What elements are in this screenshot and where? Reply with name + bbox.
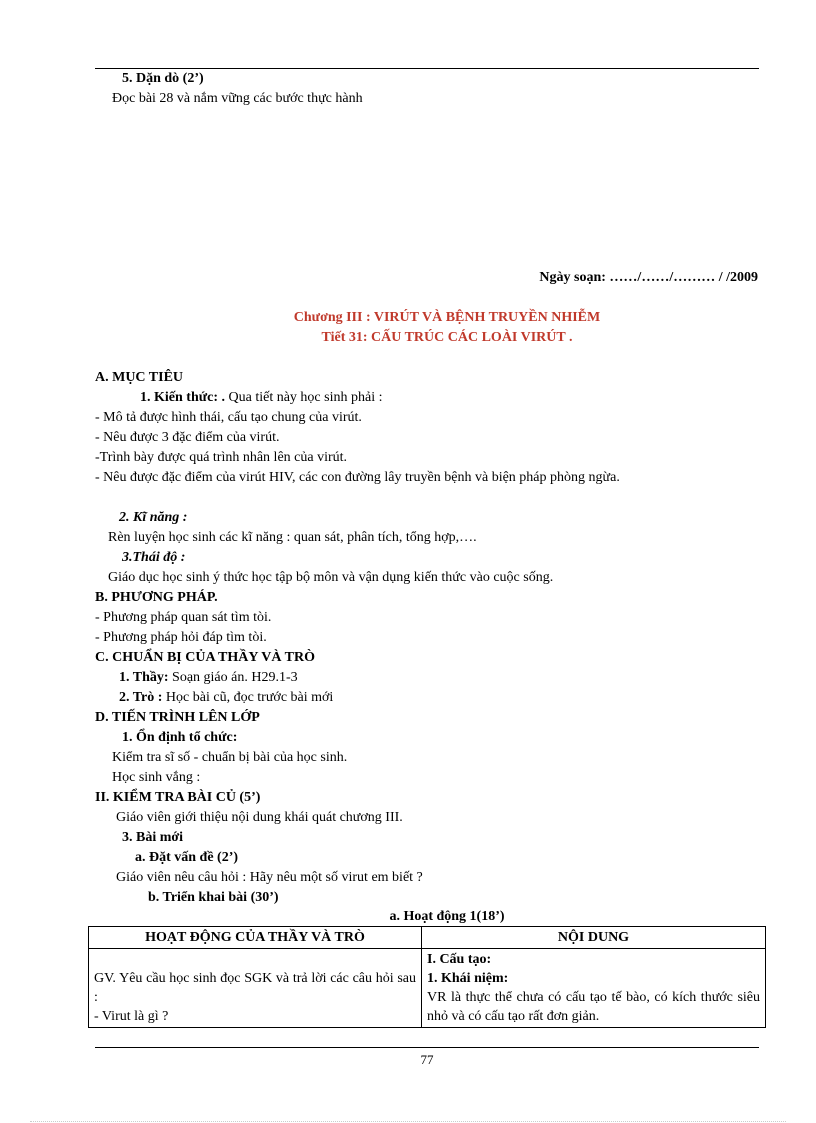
stabilize-label: 1. Ổn định tổ chức: bbox=[122, 730, 238, 745]
student-line bbox=[119, 688, 333, 707]
content-heading: I. Cấu tạo: bbox=[427, 952, 492, 967]
knowledge-item-4: - Nêu được đặc điểm của virút HIV, các con đường lây truyền bệnh và biện pháp phòng ngừa. bbox=[95, 470, 620, 485]
activity-title: a. Hoạt động 1(18’) bbox=[389, 909, 505, 924]
section-b-title: B. PHƯƠNG PHÁP. bbox=[95, 590, 218, 605]
method-item-2: - Phương pháp hỏi đáp tìm tòi. bbox=[95, 630, 267, 645]
table-header-row bbox=[89, 927, 766, 949]
problem-label: a. Đặt vấn đề (2’) bbox=[135, 850, 239, 865]
prev-text: Đọc bài 28 và nắm vững các bước thực hành bbox=[112, 91, 363, 106]
section-a-title: A. MỤC TIÊU bbox=[95, 370, 184, 385]
knowledge-line bbox=[140, 388, 382, 407]
develop-label: b. Triển khai bài (30’) bbox=[148, 890, 279, 905]
activity-instruction: GV. Yêu cầu học sinh đọc SGK và trả lời các câu hỏi sau : bbox=[94, 971, 416, 1005]
knowledge-label: 1. Kiến thức: . bbox=[140, 390, 226, 405]
lesson-title: Tiết 31: CẤU TRÚC CÁC LOÀI VIRÚT . bbox=[321, 330, 573, 345]
page-edge bbox=[30, 1121, 786, 1122]
prev-heading: 5. Dặn dò (2’) bbox=[122, 71, 204, 86]
attitude-label: 3.Thái độ : bbox=[122, 550, 186, 565]
content-subheading: 1. Khái niệm: bbox=[427, 971, 509, 986]
skills-text: Rèn luyện học sinh các kĩ năng : quan sát, phân tích, tổng hợp,…. bbox=[108, 530, 477, 545]
student-label: 2. Trò : bbox=[119, 690, 163, 705]
knowledge-item-2: - Nêu được 3 đặc điểm của virút. bbox=[95, 430, 280, 445]
stabilize-line-2: Học sinh vắng : bbox=[112, 770, 201, 785]
section-c-title: C. CHUẨN BỊ CỦA THẦY VÀ TRÒ bbox=[95, 650, 316, 665]
header-teacher-student: HOẠT ĐỘNG CỦA THẦY VÀ TRÒ bbox=[89, 927, 422, 949]
activity-question: - Virut là gì ? bbox=[94, 1009, 169, 1024]
knowledge-item-1: - Mô tả được hình thái, cấu tạo chung của virút. bbox=[95, 410, 362, 425]
problem-text: Giáo viên nêu câu hỏi : Hãy nêu một số virut em biết ? bbox=[116, 870, 423, 885]
new-lesson-label: 3. Bài mới bbox=[122, 830, 184, 845]
section-ii-text: Giáo viên giới thiệu nội dung khái quát chương III. bbox=[116, 810, 403, 825]
knowledge-text: Qua tiết này học sinh phải : bbox=[225, 390, 383, 405]
teacher-line bbox=[119, 668, 298, 687]
activity-table bbox=[88, 926, 766, 1028]
stabilize-line-1: Kiểm tra sĩ số - chuẩn bị bài của học sinh. bbox=[112, 750, 348, 765]
method-item-1: - Phương pháp quan sát tìm tòi. bbox=[95, 610, 272, 625]
section-ii-title: II. KIỂM TRA BÀI CỦ (5’) bbox=[95, 790, 261, 805]
page-number: 77 bbox=[420, 1052, 434, 1067]
skills-label: 2. Kĩ năng : bbox=[119, 510, 188, 525]
table-row bbox=[89, 949, 766, 1028]
attitude-text: Giáo dục học sinh ý thức học tập bộ môn và vận dụng kiến thức vào cuộc sống. bbox=[108, 570, 554, 585]
teacher-text: Soạn giáo án. H29.1-3 bbox=[168, 670, 298, 685]
chapter-title: Chương III : VIRÚT VÀ BỆNH TRUYỀN NHIỄM bbox=[293, 310, 601, 325]
content-text: VR là thực thể chưa có cấu tạo tế bào, có kích thước siêu nhỏ và có cấu tạo rất đơn giản. bbox=[427, 990, 760, 1024]
teacher-label: 1. Thầy: bbox=[119, 670, 169, 685]
activity-cell bbox=[89, 949, 422, 1028]
content-cell bbox=[422, 949, 766, 1028]
header-content: NỘI DUNG bbox=[422, 927, 766, 949]
student-text: Học bài cũ, đọc trước bài mới bbox=[162, 690, 334, 705]
footer-rule bbox=[95, 1047, 759, 1048]
section-d-title: D. TIẾN TRÌNH LÊN LỚP bbox=[95, 710, 260, 725]
date-line: Ngày soạn: ……/……/……… / /2009 bbox=[539, 270, 758, 285]
knowledge-item-3: -Trình bày được quá trình nhân lên của virút. bbox=[95, 450, 348, 465]
